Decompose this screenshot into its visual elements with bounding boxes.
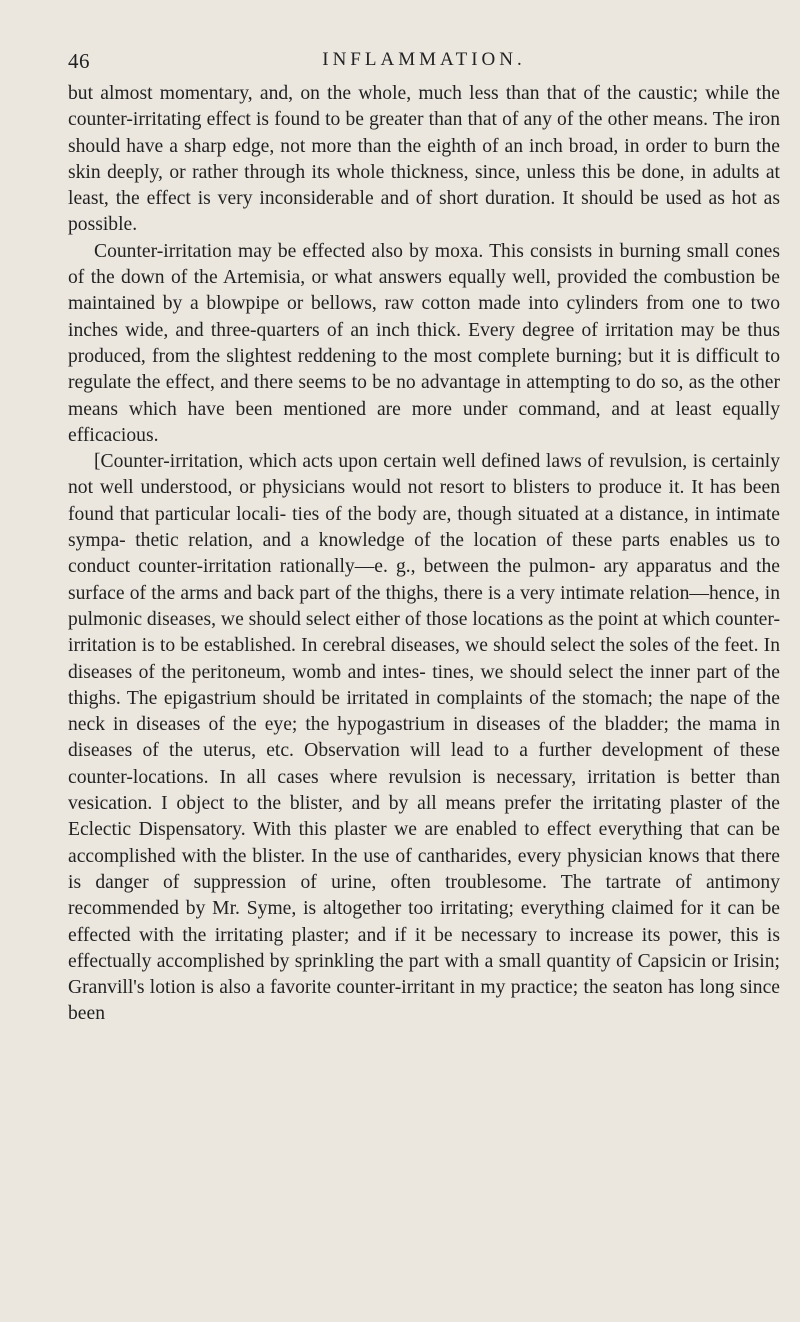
page-number: 46 xyxy=(68,49,90,73)
body-text xyxy=(68,81,780,1028)
paragraph-moxa: Counter-irritation may be effected also by moxa. This consists in burning small cones of the down of the Artemisia, or what answers equally well, provided the combustion be maintained by a blowpipe or bellows, raw cotton made into cylinders from one to two inches wide, and three-quarters of an inch thick. Every degree of irritation may be thus produced, from the slightest reddening to the most complete burning; but it is difficult to regulate the effect, and there seems to be no advantage in attempting to do so, as the other means which have been mentioned are more under command, and at least equally efficacious. xyxy=(68,240,780,446)
paragraph-continuation: but almost momentary, and, on the whole, much less than that of the caustic; while the counter-irritating effect is found to be greater than that of any of the other means. The iron should have a sharp edge, not more than the eighth of an inch broad, in order to burn the skin deeply, or rather through its whole thickness, since, unless this be done, in adults at least, the effect is very inconsiderable and of short duration. It should be used as hot as possible. xyxy=(68,83,780,236)
page-header xyxy=(68,49,780,79)
running-head: INFLAMMATION. xyxy=(322,49,526,70)
paragraph-counter-irritation: [Counter-irritation, which acts upon certain well defined laws of revulsion, is certainly not well understood, or physicians would not resort to blisters to produce it. It has been found that particular locali- ties of the body are, though situated at a distance, in intimate sympa- thetic relation, and a knowledge of the location of these parts enables us to conduct counter-irritation rationally—e. g., between the pulmon- ary apparatus and the surface of the arms and back part of the thighs, there is a very intimate relation—hence, in pulmonic diseases, we should select either of those locations as the point at which counter- irritation is to be established. In cerebral diseases, we should select the soles of the feet. In diseases of the peritoneum, womb and intes- tines, we should select the inner part of the thighs. The epigastrium should be irritated in complaints of the stomach; the nape of the neck in diseases of the eye; the hypogastrium in diseases of the bladder; the mama in diseases of the uterus, etc. Observation will lead to a further development of these counter-locations. In all cases where revulsion is necessary, irritation is better than vesication. I object to the blister, and by all means prefer the irritating plaster of the Eclectic Dispensatory. With this plaster we are enabled to effect everything that can be accomplished with the blister. In the use of cantharides, every physician knows that there is danger of suppression of urine, often troublesome. The tartrate of antimony recommended by Mr. Syme, is altogether too irritating; everything claimed for it can be effected with the irritating plaster; and if it be necessary to increase its power, this is effectually accomplished by sprinkling the part with a small quantity of Capsicin or Irisin; Granvill's lotion is also a favorite counter-irritant in my practice; the seaton has long since been xyxy=(68,451,780,1025)
